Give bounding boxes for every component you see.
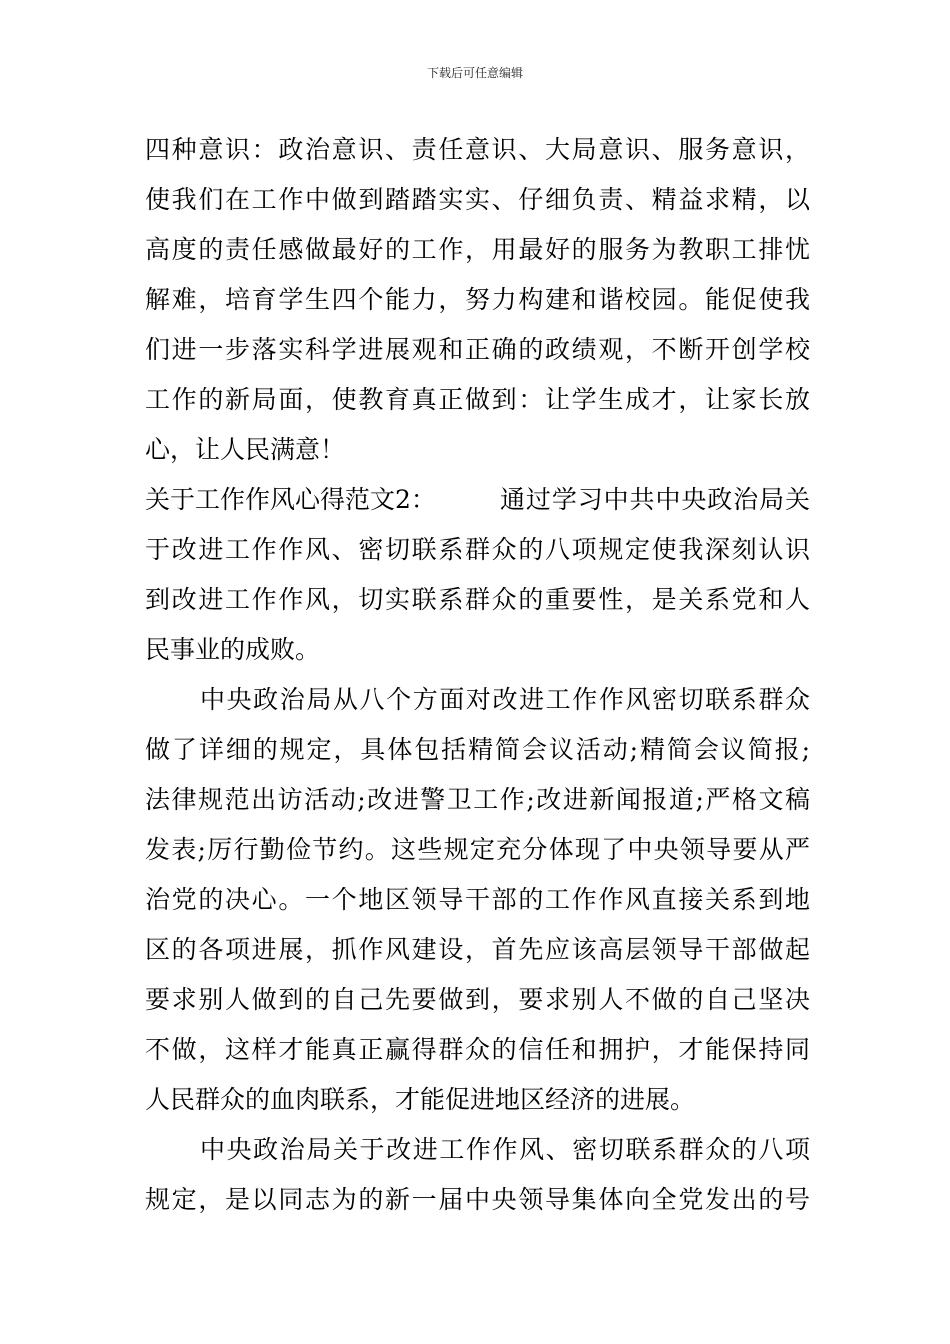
paragraph-line: 到改进工作作风，切实联系群众的重要性，是关系党和人 xyxy=(145,585,810,614)
paragraph-line: 们进一步落实科学进展观和正确的政绩观，不断开创学校 xyxy=(145,335,810,364)
paragraph-line: 要求别人做到的自己先要做到，要求别人不做的自己坚决 xyxy=(145,985,810,1014)
paragraph-line: 使我们在工作中做到踏踏实实、仔细负责、精益求精，以 xyxy=(145,185,810,214)
paragraph-line: 做了详细的规定，具体包括精简会议活动;精简会议简报; xyxy=(145,735,810,764)
paragraph-line: 区的各项进展，抓作风建设，首先应该高层领导干部做起 xyxy=(145,935,810,964)
paragraph-line: 高度的责任感做最好的工作，用最好的服务为教职工排忧 xyxy=(145,235,810,264)
paragraph-line: 规定，是以同志为的新一届中央领导集体向全党发出的号 xyxy=(145,1185,810,1214)
paragraph-line: 不做，这样才能真正赢得群众的信任和拥护，才能保持同 xyxy=(145,1035,810,1064)
section-heading: 关于工作作风心得范文2： xyxy=(145,485,436,514)
paragraph-line: 于改进工作作风、密切联系群众的八项规定使我深刻认识 xyxy=(145,535,810,564)
paragraph-line: 治党的决心。一个地区领导干部的工作作风直接关系到地 xyxy=(145,885,810,914)
paragraph-line: 法律规范出访活动;改进警卫工作;改进新闻报道;严格文稿 xyxy=(145,785,810,814)
paragraph-line: 中央政治局从八个方面对改进工作作风密切联系群众 xyxy=(200,685,810,714)
section-heading-continuation: 通过学习中共中央政治局关 xyxy=(500,485,810,514)
section-heading-row xyxy=(145,478,810,522)
paragraph-line: 心，让人民满意！ xyxy=(145,435,346,464)
paragraph-line: 解难，培育学生四个能力，努力构建和谐校园。能促使我 xyxy=(145,285,810,314)
paragraph-line: 发表;厉行勤俭节约。这些规定充分体现了中央领导要从严 xyxy=(145,835,810,864)
paragraph-line: 民事业的成败。 xyxy=(145,635,321,664)
paragraph-line: 中央政治局关于改进工作作风、密切联系群众的八项 xyxy=(200,1135,810,1164)
page-header-note: 下载后可任意编辑 xyxy=(426,66,523,80)
paragraph-line: 人民群众的血肉联系，才能促进地区经济的进展。 xyxy=(145,1085,696,1114)
paragraph-line: 四种意识：政治意识、责任意识、大局意识、服务意识， xyxy=(145,135,810,164)
paragraph-line: 工作的新局面，使教育真正做到：让学生成才，让家长放 xyxy=(145,385,810,414)
